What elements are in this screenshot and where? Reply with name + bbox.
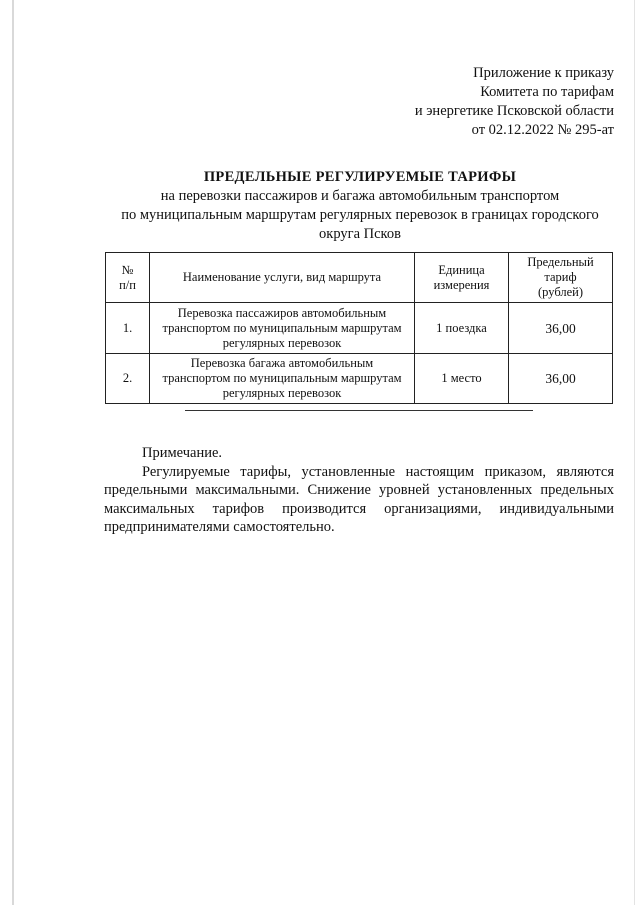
- header-tariff-line-1: Предельный: [527, 255, 594, 269]
- appendix-line-3: и энергетике Псковской области: [414, 103, 614, 119]
- header-tariff-line-2: тариф: [544, 270, 577, 284]
- row-num: 1.: [106, 303, 150, 354]
- title-line-4: округа Псков: [319, 226, 401, 242]
- row-unit: 1 поездка: [415, 303, 509, 354]
- header-num: [106, 253, 150, 303]
- table-row: [106, 354, 613, 404]
- table-row: [106, 303, 613, 354]
- note-text: Регулируемые тарифы, установленные настоящим приказом, являются предельными максимальными. Снижение уровней установленных предельных максимальных тарифов производится организациями, индивидуальными предпринимателями самостоятельно.: [104, 463, 614, 535]
- header-num-line-2: п/п: [119, 277, 136, 292]
- note-block: [104, 444, 614, 537]
- scan-edge-right: [634, 0, 635, 905]
- title-line-3: по муниципальным маршрутам регулярных перевозок в границах городского: [121, 207, 599, 223]
- tariffs-table: [105, 252, 613, 404]
- appendix-block: [354, 64, 614, 140]
- note-heading: Примечание.: [142, 445, 223, 461]
- row-tariff: 36,00: [509, 303, 613, 354]
- row-unit: 1 место: [415, 354, 509, 404]
- appendix-line-1: Приложение к приказу: [473, 65, 614, 81]
- row-tariff: 36,00: [509, 354, 613, 404]
- scan-edge-left: [12, 0, 14, 905]
- header-tariff-line-3: (рублей): [537, 285, 584, 299]
- separator-line: [185, 410, 533, 411]
- header-unit-line-1: Единица: [438, 262, 485, 277]
- appendix-line-4: от 02.12.2022 № 295-ат: [471, 122, 614, 138]
- header-unit-line-2: измерения: [433, 277, 490, 292]
- document-title: [100, 168, 620, 244]
- header-name: Наименование услуги, вид маршрута: [150, 253, 415, 303]
- header-tariff: [509, 253, 613, 303]
- row-num: 2.: [106, 354, 150, 404]
- table-header-row: [106, 253, 613, 303]
- row-service-name: Перевозка пассажиров автомобильным транспортом по муниципальным маршрутам регулярных перевозок: [150, 303, 415, 354]
- title-line-2: на перевозки пассажиров и багажа автомобильным транспортом: [160, 188, 560, 204]
- appendix-line-2: Комитета по тарифам: [480, 84, 614, 100]
- header-unit: [415, 253, 509, 303]
- row-service-name: Перевозка багажа автомобильным транспортом по муниципальным маршрутам регулярных перевозок: [150, 354, 415, 404]
- title-main: ПРЕДЕЛЬНЫЕ РЕГУЛИРУЕМЫЕ ТАРИФЫ: [203, 169, 517, 185]
- header-num-line-1: №: [121, 262, 134, 277]
